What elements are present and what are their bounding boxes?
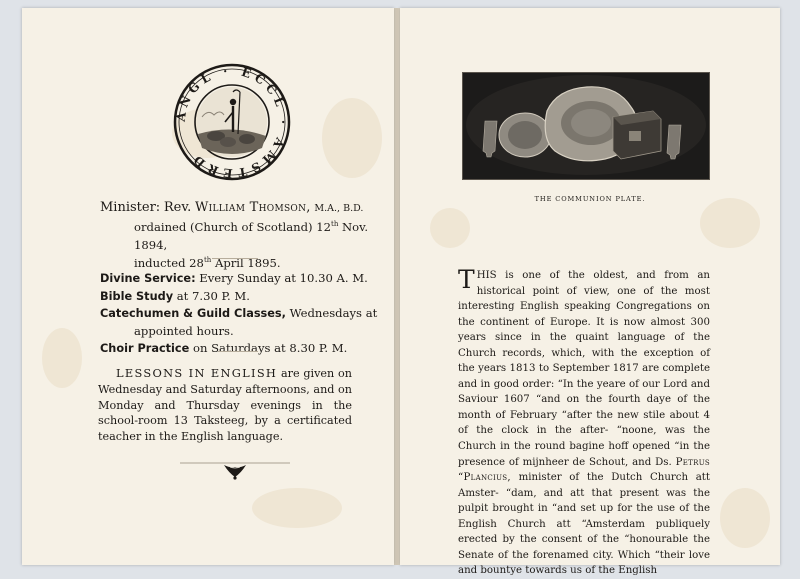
ordained-line: ordained (Church of Scotland) 12th Nov. 1894, xyxy=(134,220,369,252)
lessons-text: are given on Wednesday and Saturday afternoons, and on Monday and Thursday evenings in the school-room 13 Taksteeg, by a certificated teacher in the English language. xyxy=(98,367,352,444)
right-page xyxy=(400,8,780,577)
bible-study-line: Bible Study at 7.30 P. M. xyxy=(100,288,250,303)
drop-cap: T xyxy=(458,265,475,294)
communion-plate-photo xyxy=(462,72,710,180)
services-block xyxy=(100,270,390,358)
photo-caption: THE COMMUNION PLATE. xyxy=(534,195,646,203)
shepherd-illustration xyxy=(197,87,267,157)
minister-block xyxy=(100,198,370,272)
history-text-end: minister of the Dutch Church att Amster- “dam, and att that present was the pulpit brought in “and set up for the use of the English Church att “Amsterdam publiquely erected by the consent of the “honourable the Senate of the forenamed city. Which “their love and bountye towards us of the English xyxy=(458,472,710,577)
church-seal xyxy=(172,62,292,182)
paper-stain xyxy=(700,198,760,248)
minister-degrees: M.A., B.D. xyxy=(314,203,364,214)
paper-stain xyxy=(252,488,342,528)
history-paragraph xyxy=(458,265,710,579)
paper-stain xyxy=(430,208,470,248)
name-plancius: “Plancius, xyxy=(458,472,511,484)
paper-stain xyxy=(720,488,770,548)
left-page xyxy=(22,8,394,565)
ornament-icon xyxy=(180,460,290,482)
catechumen-line: Catechumen & Guild Classes, Wednesdays at xyxy=(100,306,378,320)
minister-prefix: Rev. xyxy=(163,200,192,215)
name-petrus: Petrus xyxy=(675,456,710,468)
lessons-lead: LESSONS IN ENGLISH xyxy=(116,366,278,380)
history-text-start: HIS is one of the oldest, and from an historical point of view, one of the most interesting English speaking Congregations on the continent of Europe. It is now almost 300 years since in the quaint language of the Church records, which, with the exception of the years 1813 to September 1817 are complete and in good order: “In the yeare of our Lord and Saviour 1607 “and on the fourth daye of the month of February “after the new stile about 4 of the clock in the after- “noone, was the Church in the round bagine hoff opened “in the presence of mijnheer de Schout, and Ds. xyxy=(458,270,710,468)
seal-inscription: ANGL · ECCL · AMSTERD xyxy=(173,63,291,181)
divine-service-line: Divine Service: Every Sunday at 10.30 A. M. xyxy=(100,271,368,285)
divider xyxy=(218,351,258,352)
paper-stain xyxy=(322,98,382,178)
lessons-paragraph xyxy=(98,366,352,445)
divider xyxy=(212,258,258,259)
minister-name: William Thomson, xyxy=(194,200,311,215)
paper-stain xyxy=(42,328,82,388)
inducted-line: inducted 28th April 1895. xyxy=(134,256,281,270)
catechumen-cont: appointed hours. xyxy=(134,323,234,338)
choir-practice-line: Choir Practice on Saturdays at 8.30 P. M. xyxy=(100,341,348,355)
minister-label: Minister: xyxy=(100,200,161,215)
